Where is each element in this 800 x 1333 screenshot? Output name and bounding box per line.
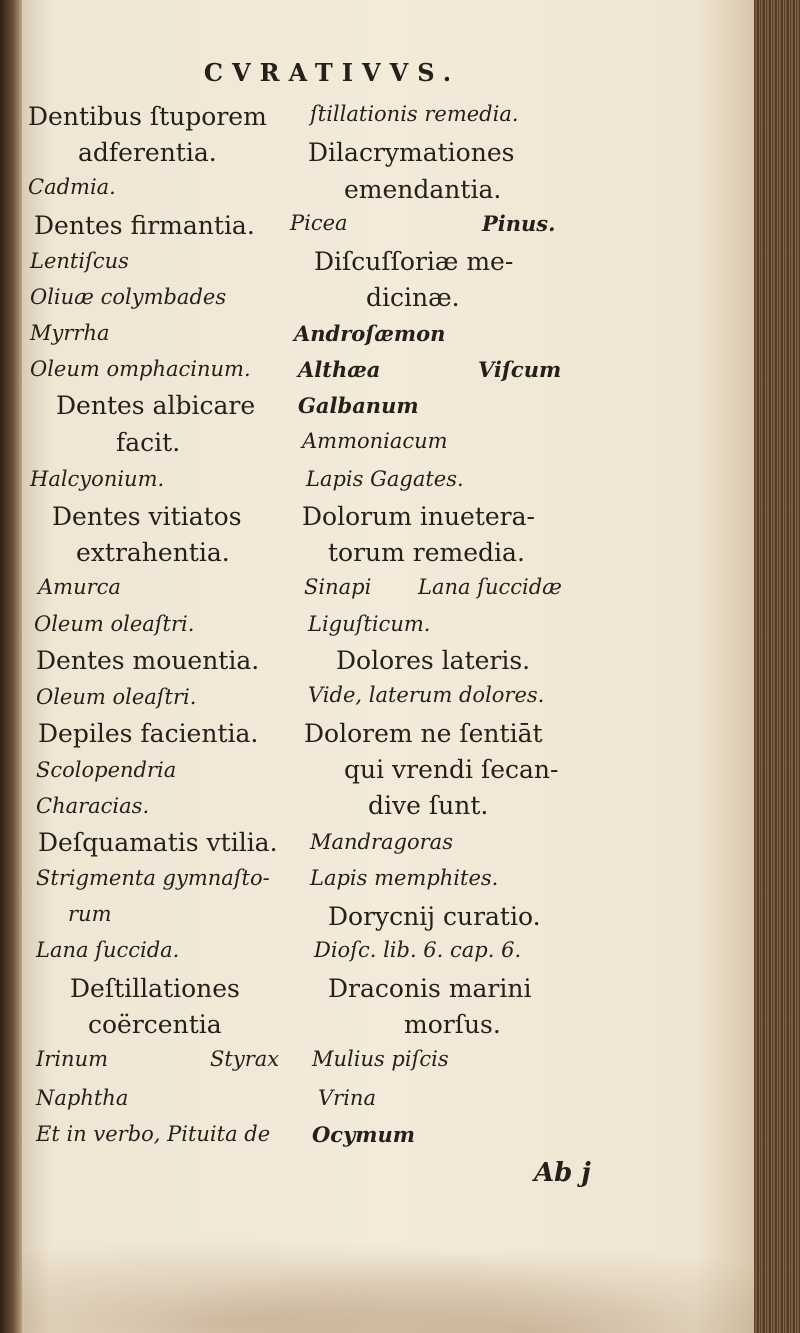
left-line: Oliuæ colymbades: [30, 285, 227, 309]
left-line: Amurca: [38, 575, 121, 599]
right-line: Diſcuſſoriæ me-: [314, 247, 514, 276]
right-line: Dolorum inueterа-: [302, 502, 535, 531]
right-line: Viſcum: [478, 357, 562, 382]
left-line: Depiles facientia.: [38, 719, 259, 748]
left-line: Scolopendria: [36, 758, 177, 782]
right-line: dive ſunt.: [368, 791, 489, 820]
right-line: Lapis memphites.: [310, 866, 499, 890]
right-line: ſtillationis remedia.: [310, 102, 519, 126]
left-line: Deſquamatis vtilia.: [38, 828, 278, 857]
water-stain: [22, 1223, 754, 1333]
right-line: Dolorem ne ſentiāt: [304, 719, 543, 748]
right-line: torum remedia.: [328, 538, 525, 567]
right-line: Draconis marini: [328, 974, 532, 1003]
left-line: Lana ſuccida.: [36, 938, 180, 962]
left-line: Halcyonium.: [30, 467, 165, 491]
left-line: adferentia.: [78, 138, 217, 167]
book-gutter: [0, 0, 22, 1333]
right-line: Vide, laterum dolores.: [308, 683, 545, 707]
left-line: Oleum oleaſtri.: [36, 685, 197, 709]
left-line: Deſtillationes: [70, 974, 240, 1003]
right-line: dicinæ.: [366, 283, 460, 312]
book-page: [22, 0, 754, 1333]
page-edges: [754, 0, 800, 1333]
left-line: Dentes albicare: [56, 391, 256, 420]
left-line: Dentibus ſtuporem: [28, 102, 267, 131]
left-line: Myrrha: [30, 321, 110, 345]
right-line: Ammoniacum: [302, 429, 448, 453]
right-line: Dioſc. lib. 6. cap. 6.: [314, 938, 522, 962]
left-line: Dentes vitiatos: [52, 502, 242, 531]
right-line: morſus.: [404, 1010, 501, 1039]
right-line: Picea: [290, 211, 348, 235]
left-line: Styrax: [210, 1047, 280, 1071]
left-line: coërcentia: [88, 1010, 222, 1039]
right-line: emendantia.: [344, 175, 502, 204]
signature-mark: Ab j: [534, 1158, 591, 1188]
right-line: Liguſticum.: [308, 612, 431, 636]
left-line: Characias.: [36, 794, 150, 818]
left-line: Oleum oleaſtri.: [34, 612, 195, 636]
left-line: extrahentia.: [76, 538, 230, 567]
left-line: Irinum: [36, 1047, 109, 1071]
left-line: Et in verbo, Pituita de: [36, 1122, 271, 1146]
right-line: Galbanum: [298, 393, 419, 418]
left-line: Lentiſcus: [30, 249, 129, 273]
left-line: rum: [68, 902, 112, 926]
right-line: Pinus.: [482, 211, 556, 236]
right-line: Mulius piſcis: [312, 1047, 449, 1071]
left-line: Dentes firmantia.: [34, 211, 255, 240]
right-line: Mandragoras: [310, 830, 453, 854]
right-line: Lana ſuccidæ: [418, 575, 562, 599]
left-line: Oleum omphacinum.: [30, 357, 251, 381]
left-line: facit.: [116, 428, 181, 457]
right-line: Vrina: [318, 1086, 376, 1110]
right-line: qui vrendi ſecan-: [344, 755, 559, 784]
right-line: Lapis Gagates.: [306, 467, 464, 491]
right-line: Sinapi: [304, 575, 372, 599]
right-line: Dolores lateris.: [336, 646, 531, 675]
right-line: Althæa: [298, 357, 381, 382]
right-line: Dorycnij curatio.: [328, 902, 541, 931]
left-line: Dentes mouentia.: [36, 646, 260, 675]
left-line: Strigmenta gymnaſto-: [36, 866, 270, 890]
right-line: Dilacrymationes: [308, 138, 515, 167]
left-line: Cadmia.: [28, 175, 116, 199]
left-line: Naphtha: [36, 1086, 129, 1110]
right-line: Androſæmon: [294, 321, 446, 346]
right-line: Ocymum: [312, 1122, 415, 1147]
running-header: CVRATIVVS.: [203, 58, 461, 87]
